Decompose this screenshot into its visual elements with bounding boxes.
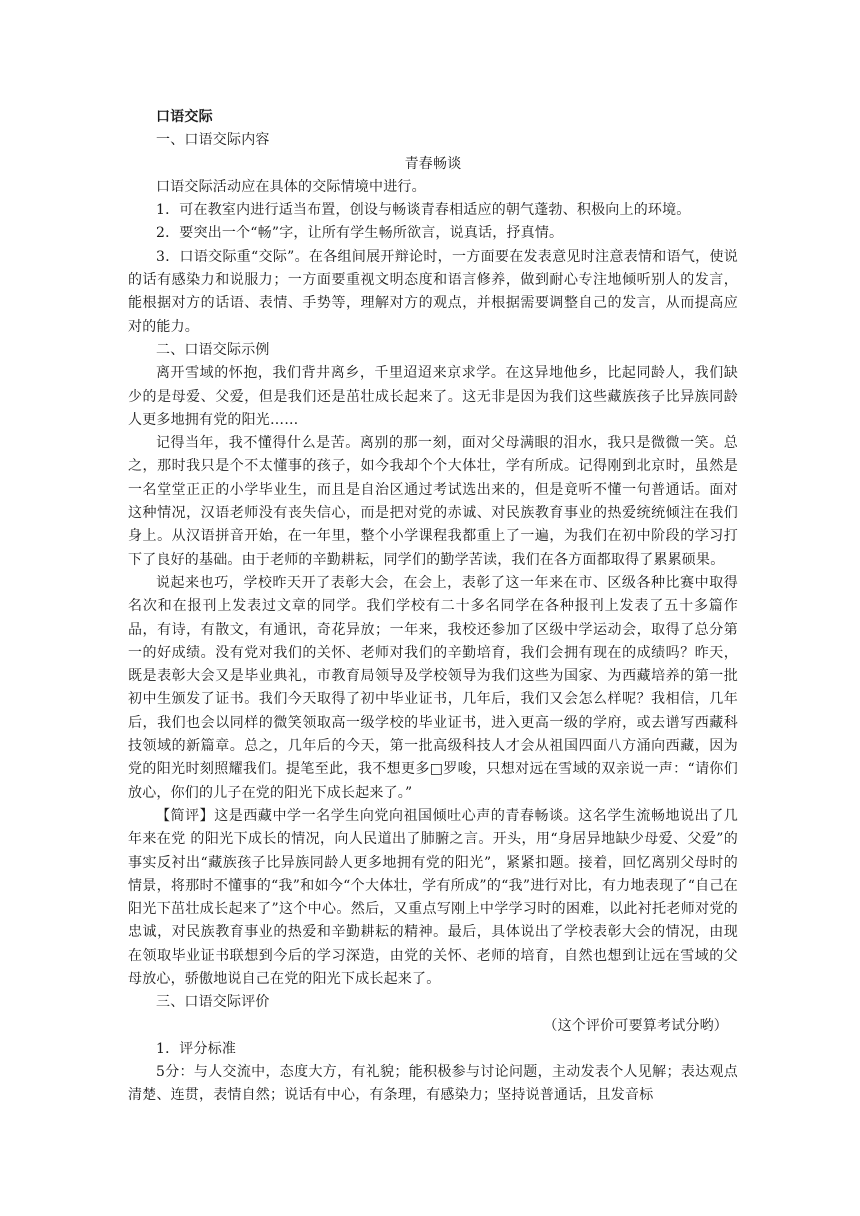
section-heading-content: 一、口语交际内容: [156, 132, 270, 149]
document-body: [128, 106, 738, 1108]
content-item-2: 2．要突出一个“畅”字，让所有学生畅所欲言，说真话，抒真情。: [156, 225, 564, 242]
subtitle: 青春畅谈: [404, 155, 462, 172]
example-paragraph-3: 说起来也巧，学校昨天开了表彰大会，在会上，表彰了这一年来在市、区级各种比赛中取得名次和在报刊上发表过文章的同学。我们学校有二十多名同学在各种报刊上发表了五十多篇作品，有诗，有散文，有通讯，奇花异放；一年来，我校还参加了区级中学运动会，取得了总分第一的好成绩。没有党对我们的关怀、老师对我们的辛勤培育，我们会拥有现在的成绩吗？昨天，既是表彰大会又是毕业典礼，市教育局领导及学校领导为我们这些为国家、为西藏培养的第一批初中生颁发了证书。我们今天取得了初中毕业证书，几年后，我们又会怎么样呢？我相信，几年后，我们也会以同样的微笑领取高一级学校的毕业证书，进入更高一级的学府，或去谱写西藏科技领域的新篇章。总之，几年后的今天，第一批高级科技人才会从祖国四面八方涌向西藏，因为党的阳光时刻照耀我们。提笔至此，我不想更多□罗唆，只想对远在雪域的双亲说一声：“请你们放心，你们的儿子在党的阳光下成长起来了。”: [128, 574, 738, 801]
content-item-3: 3．口语交际重“交际”。在各组间展开辩论时，一方面要在发表意见时注意表情和语气，使说的话有感染力和说服力；一方面要重视文明态度和语言修养，做到耐心专注地倾听别人的发言，能根据对方的话语、表情、手势等，理解对方的观点，并根据需要调整自己的发言，从而提高应对的能力。: [128, 248, 738, 335]
comment-paragraph: 【简评】这是西藏中学一名学生向党向祖国倾吐心声的青春畅谈。这名学生流畅地说出了几年来在党 的阳光下成长的情况，向人民道出了肺腑之言。开头，用“身居异地缺少母爱、父爱”的事实反衬出“藏族孩子比异族同龄人更多地拥有党的阳光”，紧紧扣题。接着，回忆离别父母时的情景，将那时不懂事的“我”和如今“个大体壮，学有所成”的“我”进行对比，有力地表现了“自己在阳光下茁壮成长起来了”这个中心。然后，又重点写刚上中学学习时的困难，以此衬托老师对党的忠诚，对民族教育事业的热爱和辛勤耕耘的精神。最后，具体说出了学校表彰大会的情况，由现在领取毕业证书联想到今后的学习深造，由党的关怀、老师的培育，自然也想到让远在雪域的父母放心，骄傲地说自己在党的阳光下成长起来了。: [128, 807, 738, 987]
section-heading-example: 二、口语交际示例: [156, 341, 270, 358]
document-title: 口语交际: [156, 109, 213, 125]
content-item-1: 1．可在教室内进行适当布置，创设与畅谈青春相适应的朝气蓬勃、积极向上的环境。: [156, 202, 691, 219]
section-heading-evaluation: 三、口语交际评价: [156, 994, 270, 1011]
intro-paragraph: 口语交际活动应在具体的交际情境中进行。: [156, 178, 426, 195]
criteria-score-5: 5分：与人交流中，态度大方，有礼貌；能积极参与讨论问题，主动发表个人见解；表达观点清楚、连贯，表情自然；说话有中心，有条理，有感染力；坚持说普通话，且发音标: [128, 1064, 738, 1104]
evaluation-note: （这个评价可要算考试分哟）: [543, 1017, 728, 1034]
example-paragraph-1: 离开雪域的怀抱，我们背井离乡，千里迢迢来京求学。在这异地他乡，比起同龄人，我们缺少的是母爱、父爱，但是我们还是茁壮成长起来了。这无非是因为我们这些藏族孩子比异族同龄人更多地拥有党的阳光……: [128, 365, 738, 428]
example-paragraph-2: 记得当年，我不懂得什么是苦。离别的那一刻，面对父母满眼的泪水，我只是微微一笑。总之，那时我只是个不太懂事的孩子，如今我却个个大体壮，学有所成。记得刚到北京时，虽然是一名堂堂正正的小学毕业生，而且是自治区通过考试选出来的，但是竟听不懂一句普通话。面对这种情况，汉语老师没有丧失信心，而是把对党的赤诚、对民族教育事业的热爱统统倾注在我们身上。从汉语拼音开始，在一年里，整个小学课程我都重上了一遍，为我们在初中阶段的学习打下了良好的基础。由于老师的辛勤耕耘，同学们的勤学苦读，我们在各方面都取得了累累硕果。: [128, 435, 738, 568]
criteria-heading: 1．评分标准: [156, 1040, 237, 1057]
